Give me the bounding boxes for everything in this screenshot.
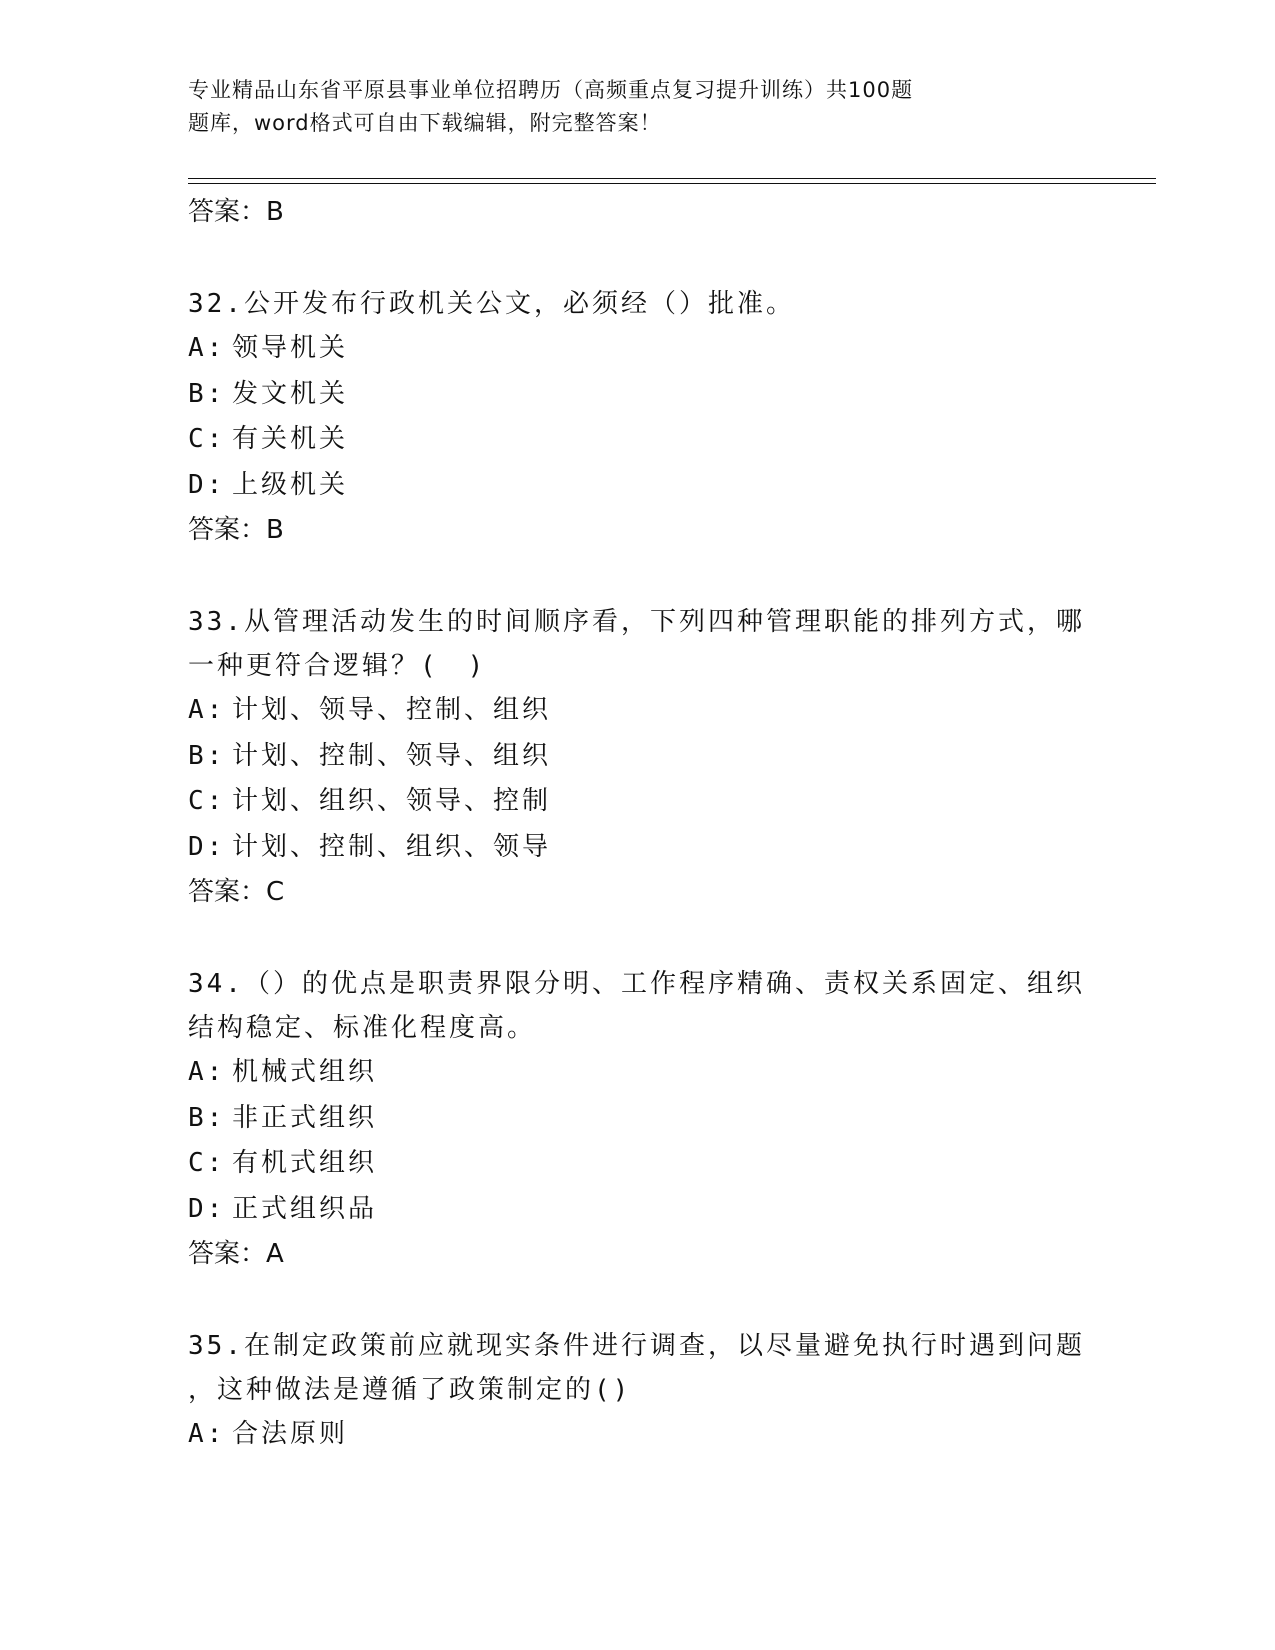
- answer: 答案：B: [188, 515, 284, 545]
- option-text: 上级机关: [232, 469, 349, 500]
- option-letter: C:: [188, 424, 226, 454]
- question-stem: [188, 962, 1088, 1050]
- option-text: 领导机关: [232, 333, 349, 363]
- document-header: [188, 74, 1048, 140]
- stem-line: 34.（）的优点是职责界限分明、工作程序精确、责权关系固定、组织: [188, 969, 1085, 999]
- option-text: 有机式组织: [232, 1148, 378, 1178]
- option-text: 正式组织品: [232, 1193, 378, 1224]
- option-letter: B:: [188, 740, 226, 771]
- option-text: 计划、领导、控制、组织: [232, 695, 552, 725]
- option-text: 计划、组织、领导、控制: [232, 786, 552, 816]
- answer: 答案：C: [188, 877, 285, 907]
- option-letter: A:: [188, 1057, 226, 1087]
- option-d: [188, 825, 1088, 871]
- option-text: 计划、控制、领导、组织: [232, 740, 552, 771]
- option-text: 机械式组织: [232, 1057, 378, 1087]
- question-stem: [188, 282, 1088, 326]
- option-b: [188, 734, 1088, 780]
- question-stem: [188, 1324, 1088, 1412]
- question-35: [188, 1324, 1088, 1458]
- header-rule-top: [188, 178, 1156, 179]
- stem-line: ，这种做法是遵循了政策制定的(): [188, 1375, 632, 1405]
- option-b: [188, 1096, 1088, 1142]
- header-title-line-2: 题库，word格式可自由下载编辑，附完整答案！: [188, 111, 662, 135]
- option-c: [188, 417, 1088, 463]
- option-a: [188, 688, 1088, 734]
- option-letter: C:: [188, 786, 226, 816]
- option-c: [188, 1141, 1088, 1187]
- option-a: [188, 1050, 1088, 1096]
- option-a: [188, 1412, 1088, 1458]
- option-b: [188, 372, 1088, 418]
- option-c: [188, 779, 1088, 825]
- question-34: [188, 962, 1088, 1276]
- question-list: [188, 190, 1088, 1458]
- stem-line: 35.在制定政策前应就现实条件进行调查，以尽量避免执行时遇到问题: [188, 1331, 1085, 1361]
- option-letter: A:: [188, 333, 226, 363]
- answer: 答案：A: [188, 1239, 284, 1269]
- option-a: [188, 326, 1088, 372]
- option-letter: D:: [188, 831, 226, 862]
- option-text: 计划、控制、组织、领导: [232, 831, 552, 862]
- option-d: [188, 1187, 1088, 1233]
- option-letter: D:: [188, 469, 226, 500]
- option-letter: A:: [188, 695, 226, 725]
- stem-line: 结构稳定、标准化程度高。: [188, 1013, 537, 1043]
- option-text: 非正式组织: [232, 1102, 378, 1133]
- option-text: 有关机关: [232, 424, 349, 454]
- option-text: 合法原则: [232, 1419, 349, 1449]
- stem-line: 32.公开发布行政机关公文，必须经（）批准。: [188, 289, 795, 319]
- header-rule-bottom: [188, 183, 1156, 184]
- stem-line: 一种更符合逻辑？( ): [188, 651, 487, 681]
- header-title-line-1: 专业精品山东省平原县事业单位招聘历（高频重点复习提升训练）共100题: [188, 78, 914, 102]
- question-33: [188, 600, 1088, 914]
- option-text: 发文机关: [232, 378, 349, 409]
- question-32: [188, 282, 1088, 552]
- option-d: [188, 463, 1088, 509]
- option-letter: A:: [188, 1419, 226, 1449]
- previous-answer: 答案：B: [188, 197, 284, 227]
- stem-line: 33.从管理活动发生的时间顺序看，下列四种管理职能的排列方式，哪: [188, 607, 1085, 637]
- option-letter: D:: [188, 1193, 226, 1224]
- option-letter: C:: [188, 1148, 226, 1178]
- option-letter: B:: [188, 1102, 226, 1133]
- option-letter: B:: [188, 378, 226, 409]
- question-stem: [188, 600, 1088, 688]
